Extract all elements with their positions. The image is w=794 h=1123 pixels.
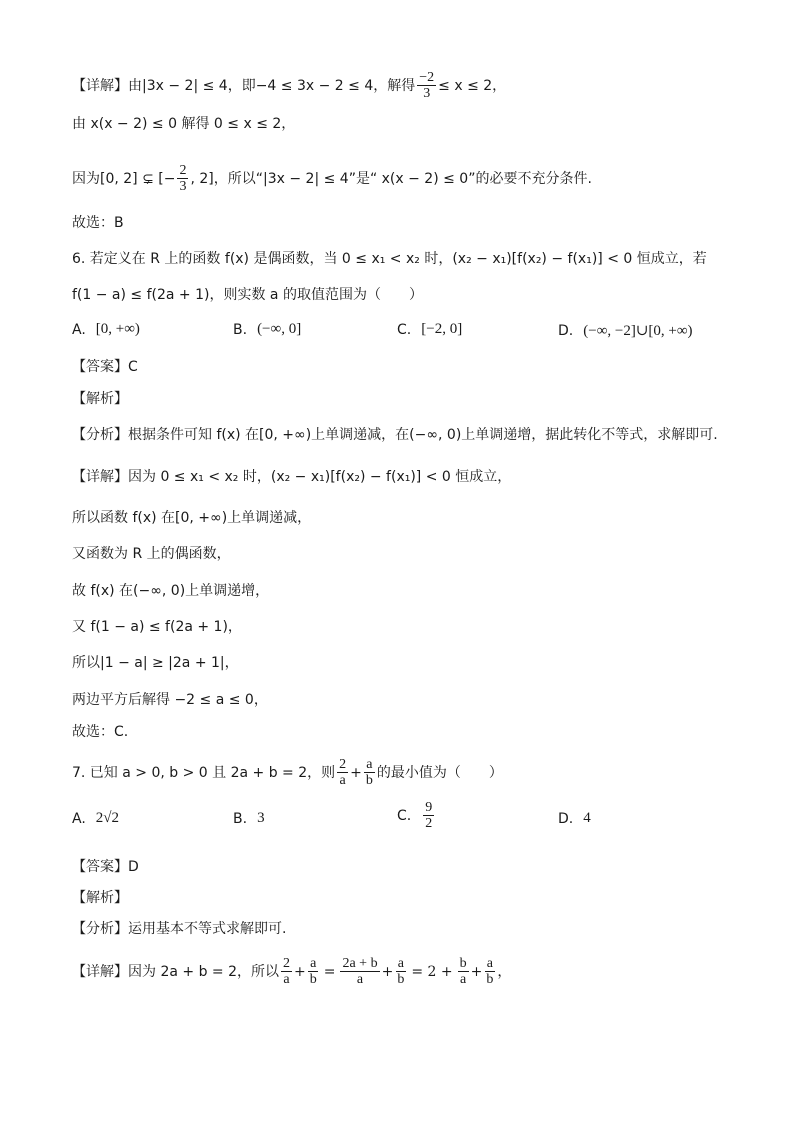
plus-sign: + xyxy=(381,963,394,980)
fraction-numerator: −2 xyxy=(419,70,435,85)
option-letter: D. xyxy=(558,810,574,827)
fraction-numerator: a xyxy=(397,956,404,971)
q6-option-c xyxy=(397,321,462,338)
q6-step-3: 又函数为 R 上的偶函数， xyxy=(72,546,231,562)
q6-analysis: 【分析】根据条件可知 f(x) 在[0, +∞)上单调递减，在(−∞, 0)上单调递增，据此转化不等式，求解即可. xyxy=(72,427,718,443)
fraction xyxy=(364,757,375,788)
q6-step-8: 故选：C. xyxy=(72,724,129,740)
q7-option-c xyxy=(397,800,436,831)
fraction xyxy=(177,163,188,194)
q6-stem-line-1: 6. 若定义在 R 上的函数 f(x) 是偶函数，当 0 ≤ x₁ < x₂ 时，(x₂ − x₁)[f(x₂) − f(x₁)] < 0 恒成立，若 xyxy=(72,251,707,267)
fraction xyxy=(308,956,319,987)
fraction-numerator: a xyxy=(366,757,373,772)
plus-sign: + xyxy=(470,963,483,980)
option-value: 4 xyxy=(583,810,591,826)
fraction xyxy=(395,956,406,987)
q7-stem-lead: 7. 已知 a > 0, b > 0 且 2a + b = 2，则 xyxy=(72,764,336,781)
option-value: 3 xyxy=(257,810,265,826)
fraction-numerator: 2 xyxy=(179,163,187,178)
option-letter: B. xyxy=(233,810,248,827)
option-value: [0, +∞) xyxy=(95,321,140,337)
q6-option-a xyxy=(72,321,140,338)
fraction xyxy=(337,757,348,788)
q6-step-5: 又 f(1 − a) ≤ f(2a + 1)， xyxy=(72,619,242,635)
q7-option-d xyxy=(558,810,591,827)
q6-step-6: 所以|1 − a| ≥ |2a + 1|， xyxy=(72,655,239,671)
q7-stem xyxy=(72,757,503,788)
fraction-denominator: b xyxy=(365,773,373,788)
q6-step-1: 【详解】因为 0 ≤ x₁ < x₂ 时，(x₂ − x₁)[f(x₂) − f(x₁)] < 0 恒成立， xyxy=(72,469,512,485)
fraction-denominator: 2 xyxy=(425,816,433,831)
detail-line-2: 由 x(x − 2) ≤ 0 解得 0 ≤ x ≤ 2， xyxy=(72,116,296,132)
detail-line-3 xyxy=(72,163,592,194)
q7-stem-tail: 的最小值为（ ） xyxy=(376,764,503,781)
q7-analysis-title: 【解析】 xyxy=(72,890,128,906)
fraction-numerator: 9 xyxy=(425,800,433,815)
q6-stem-line-2: f(1 − a) ≤ f(2a + 1)，则实数 a 的取值范围为（ ） xyxy=(72,287,423,303)
detail-line-1 xyxy=(72,70,506,101)
option-letter: A. xyxy=(72,810,86,827)
fraction xyxy=(423,800,434,831)
q7-option-a xyxy=(72,810,119,827)
option-letter: C. xyxy=(397,321,412,338)
option-value: (−∞, 0] xyxy=(257,321,302,337)
detail-text-tail: ≤ x ≤ 2， xyxy=(438,77,507,94)
fraction-numerator: 2 xyxy=(283,956,290,971)
fraction-denominator: a xyxy=(459,972,467,987)
option-letter: B. xyxy=(233,321,248,338)
fraction xyxy=(281,956,292,987)
fraction-denominator: b xyxy=(486,972,494,987)
fraction xyxy=(484,956,495,987)
q7-answer: 【答案】D xyxy=(72,859,139,875)
option-value: (−∞, −2]∪[0, +∞) xyxy=(583,323,693,339)
fraction-denominator: 3 xyxy=(423,86,431,101)
fraction xyxy=(458,956,469,987)
option-value: [−2, 0] xyxy=(421,321,463,337)
q6-step-2: 所以函数 f(x) 在[0, +∞)上单调递减， xyxy=(72,510,312,526)
choice-line: 故选：B xyxy=(72,215,124,231)
q6-option-b xyxy=(233,321,301,338)
detail-tag: 【详解】 xyxy=(72,77,128,94)
fraction-numerator: 2 xyxy=(339,757,347,772)
q7-analysis: 【分析】运用基本不等式求解即可. xyxy=(72,921,287,937)
equals-sign: = 2 + xyxy=(411,963,453,980)
option-letter: A. xyxy=(72,321,86,338)
q7-option-b xyxy=(233,810,265,827)
fraction-denominator: a xyxy=(283,972,290,987)
q6-option-d xyxy=(558,321,693,340)
q6-step-4: 故 f(x) 在(−∞, 0)上单调递增， xyxy=(72,583,270,599)
fraction-denominator: b xyxy=(397,972,405,987)
q6-analysis-title: 【解析】 xyxy=(72,391,128,407)
detail-text: 由|3x − 2| ≤ 4，即−4 ≤ 3x − 2 ≤ 4，解得 xyxy=(128,77,416,94)
fraction-numerator: 2a + b xyxy=(342,956,378,971)
fraction-numerator: b xyxy=(459,956,467,971)
equals-sign: = xyxy=(323,963,336,980)
q6-answer: 【答案】C xyxy=(72,359,138,375)
option-value: 2√2 xyxy=(95,810,120,826)
plus-sign: + xyxy=(294,963,306,980)
fraction-denominator: b xyxy=(309,972,317,987)
detail-line-3-lead: 因为[0, 2] ⊊ [− xyxy=(72,170,176,187)
fraction xyxy=(340,956,379,987)
detail-line-3-tail: , 2]，所以“|3x − 2| ≤ 4”是“ x(x − 2) ≤ 0”的必要不充分条件. xyxy=(190,170,592,187)
option-letter: D. xyxy=(558,322,574,339)
q7-detail xyxy=(72,956,511,987)
q6-step-7: 两边平方后解得 −2 ≤ a ≤ 0， xyxy=(72,692,268,708)
option-letter: C. xyxy=(397,807,412,824)
q7-detail-lead: 【详解】因为 2a + b = 2，所以 xyxy=(72,963,279,980)
fraction-denominator: a xyxy=(339,773,346,788)
fraction xyxy=(417,70,436,101)
fraction-denominator: 3 xyxy=(179,179,187,194)
q7-detail-tail: ， xyxy=(497,963,512,980)
fraction-numerator: a xyxy=(310,956,317,971)
plus-sign: + xyxy=(350,764,362,781)
fraction-numerator: a xyxy=(486,956,493,971)
fraction-denominator: a xyxy=(356,972,364,987)
